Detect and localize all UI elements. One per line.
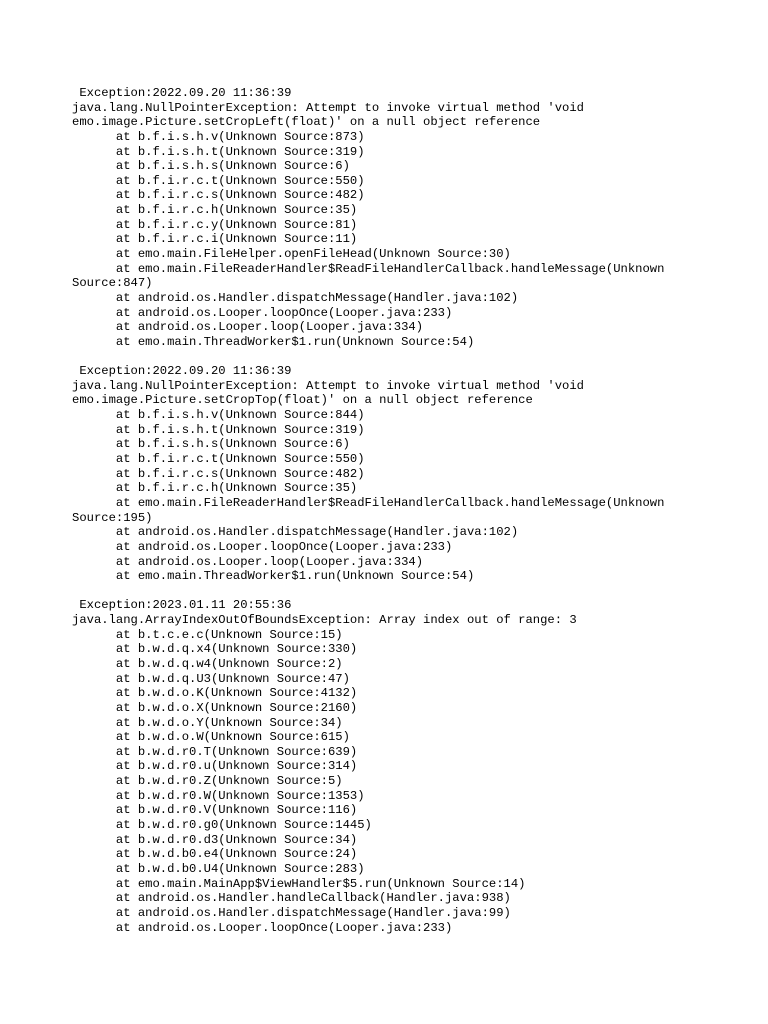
exception-block <box>72 598 762 935</box>
stack-frame-line: at b.f.i.s.h.s(Unknown Source:6) <box>72 437 350 452</box>
stack-frame-line: at b.f.i.r.c.h(Unknown Source:35) <box>72 481 358 496</box>
stack-frame-line: at emo.main.ThreadWorker$1.run(Unknown Source:54) <box>72 569 475 584</box>
stack-frame-line: at android.os.Looper.loop(Looper.java:334) <box>72 554 424 569</box>
stack-frame-line: at b.w.d.q.w4(Unknown Source:2) <box>72 656 343 671</box>
stack-frame-line: at android.os.Looper.loopOnce(Looper.java:233) <box>72 305 453 320</box>
stack-frame-line: at b.f.i.r.c.h(Unknown Source:35) <box>72 203 358 218</box>
stack-frame-line: at emo.main.MainApp$ViewHandler$5.run(Unknown Source:14) <box>72 876 526 891</box>
stack-frame-line: at b.f.i.r.c.t(Unknown Source:550) <box>72 452 365 467</box>
stack-frame-line: at android.os.Handler.handleCallback(Handler.java:938) <box>72 891 511 906</box>
stack-frame-line: at b.w.d.q.x4(Unknown Source:330) <box>72 642 358 657</box>
stack-frame-line: at android.os.Handler.dispatchMessage(Handler.java:99) <box>72 905 511 920</box>
stack-frame-line: at android.os.Looper.loopOnce(Looper.java:233) <box>72 920 453 935</box>
stack-frame-line: at b.f.i.s.h.v(Unknown Source:844) <box>72 408 365 423</box>
stack-frame-line: at b.f.i.r.c.y(Unknown Source:81) <box>72 217 358 232</box>
log-line: emo.image.Picture.setCropTop(float)' on a null object reference <box>72 393 533 408</box>
stack-frame-line: at b.f.i.s.h.s(Unknown Source:6) <box>72 159 350 174</box>
stack-frame-line: at b.w.d.r0.u(Unknown Source:314) <box>72 759 358 774</box>
stack-frame-line: at emo.main.FileHelper.openFileHead(Unknown Source:30) <box>72 247 511 262</box>
exception-timestamp: Exception:2023.01.11 20:55:36 <box>72 598 292 613</box>
stack-frame-line: at b.f.i.s.h.t(Unknown Source:319) <box>72 422 365 437</box>
log-line: Source:195) <box>72 510 153 525</box>
stack-frame-line: at b.w.d.r0.W(Unknown Source:1353) <box>72 788 365 803</box>
exception-timestamp: Exception:2022.09.20 11:36:39 <box>72 86 292 100</box>
stack-frame-line: at b.f.i.r.c.s(Unknown Source:482) <box>72 188 365 203</box>
stack-frame-line: at android.os.Handler.dispatchMessage(Handler.java:102) <box>72 290 519 305</box>
stack-frame-line: at emo.main.FileReaderHandler$ReadFileHandlerCallback.handleMessage(Unknown <box>72 495 665 510</box>
block-separator <box>72 584 762 599</box>
stack-frame-line: at b.w.d.r0.T(Unknown Source:639) <box>72 744 358 759</box>
block-separator <box>72 350 762 365</box>
stack-frame-line: at b.w.d.r0.g0(Unknown Source:1445) <box>72 818 372 833</box>
stack-frame-line: at android.os.Looper.loop(Looper.java:334) <box>72 320 424 335</box>
exception-message: java.lang.ArrayIndexOutOfBoundsException: Array index out of range: 3 <box>72 613 577 628</box>
exception-message: java.lang.NullPointerException: Attempt to invoke virtual method 'void <box>72 378 584 393</box>
stack-frame-line: at b.w.d.o.X(Unknown Source:2160) <box>72 700 358 715</box>
stack-frame-line: at b.f.i.s.h.v(Unknown Source:873) <box>72 129 365 144</box>
log-line: emo.image.Picture.setCropLeft(float)' on a null object reference <box>72 115 541 130</box>
stack-frame-line: at b.w.d.o.K(Unknown Source:4132) <box>72 686 358 701</box>
stack-frame-line: at emo.main.FileReaderHandler$ReadFileHandlerCallback.handleMessage(Unknown <box>72 261 665 276</box>
stack-frame-line: at b.w.d.r0.V(Unknown Source:116) <box>72 803 358 818</box>
stack-frame-line: at b.w.d.b0.e4(Unknown Source:24) <box>72 847 358 862</box>
stack-frame-line: at android.os.Looper.loopOnce(Looper.java:233) <box>72 539 453 554</box>
stack-frame-line: at b.t.c.e.c(Unknown Source:15) <box>72 627 343 642</box>
stack-frame-line: at b.w.d.r0.d3(Unknown Source:34) <box>72 832 358 847</box>
stack-frame-line: at b.w.d.o.W(Unknown Source:615) <box>72 730 350 745</box>
stack-frame-line: at b.f.i.r.c.i(Unknown Source:11) <box>72 232 358 247</box>
stack-frame-line: at b.f.i.r.c.t(Unknown Source:550) <box>72 173 365 188</box>
exception-timestamp: Exception:2022.09.20 11:36:39 <box>72 364 292 379</box>
log-line: Source:847) <box>72 276 153 291</box>
stack-frame-line: at b.f.i.s.h.t(Unknown Source:319) <box>72 144 365 159</box>
exception-message: java.lang.NullPointerException: Attempt to invoke virtual method 'void <box>72 100 584 115</box>
exception-block <box>72 86 762 350</box>
stack-frame-line: at android.os.Handler.dispatchMessage(Handler.java:102) <box>72 525 519 540</box>
exception-block <box>72 364 762 584</box>
stack-frame-line: at b.f.i.r.c.s(Unknown Source:482) <box>72 466 365 481</box>
stack-frame-line: at b.w.d.o.Y(Unknown Source:34) <box>72 715 343 730</box>
stack-frame-line: at b.w.d.q.U3(Unknown Source:47) <box>72 671 350 686</box>
stack-frame-line: at emo.main.ThreadWorker$1.run(Unknown Source:54) <box>72 334 475 349</box>
stack-frame-line: at b.w.d.r0.Z(Unknown Source:5) <box>72 774 343 789</box>
exception-log <box>72 86 762 935</box>
stack-frame-line: at b.w.d.b0.U4(Unknown Source:283) <box>72 861 365 876</box>
